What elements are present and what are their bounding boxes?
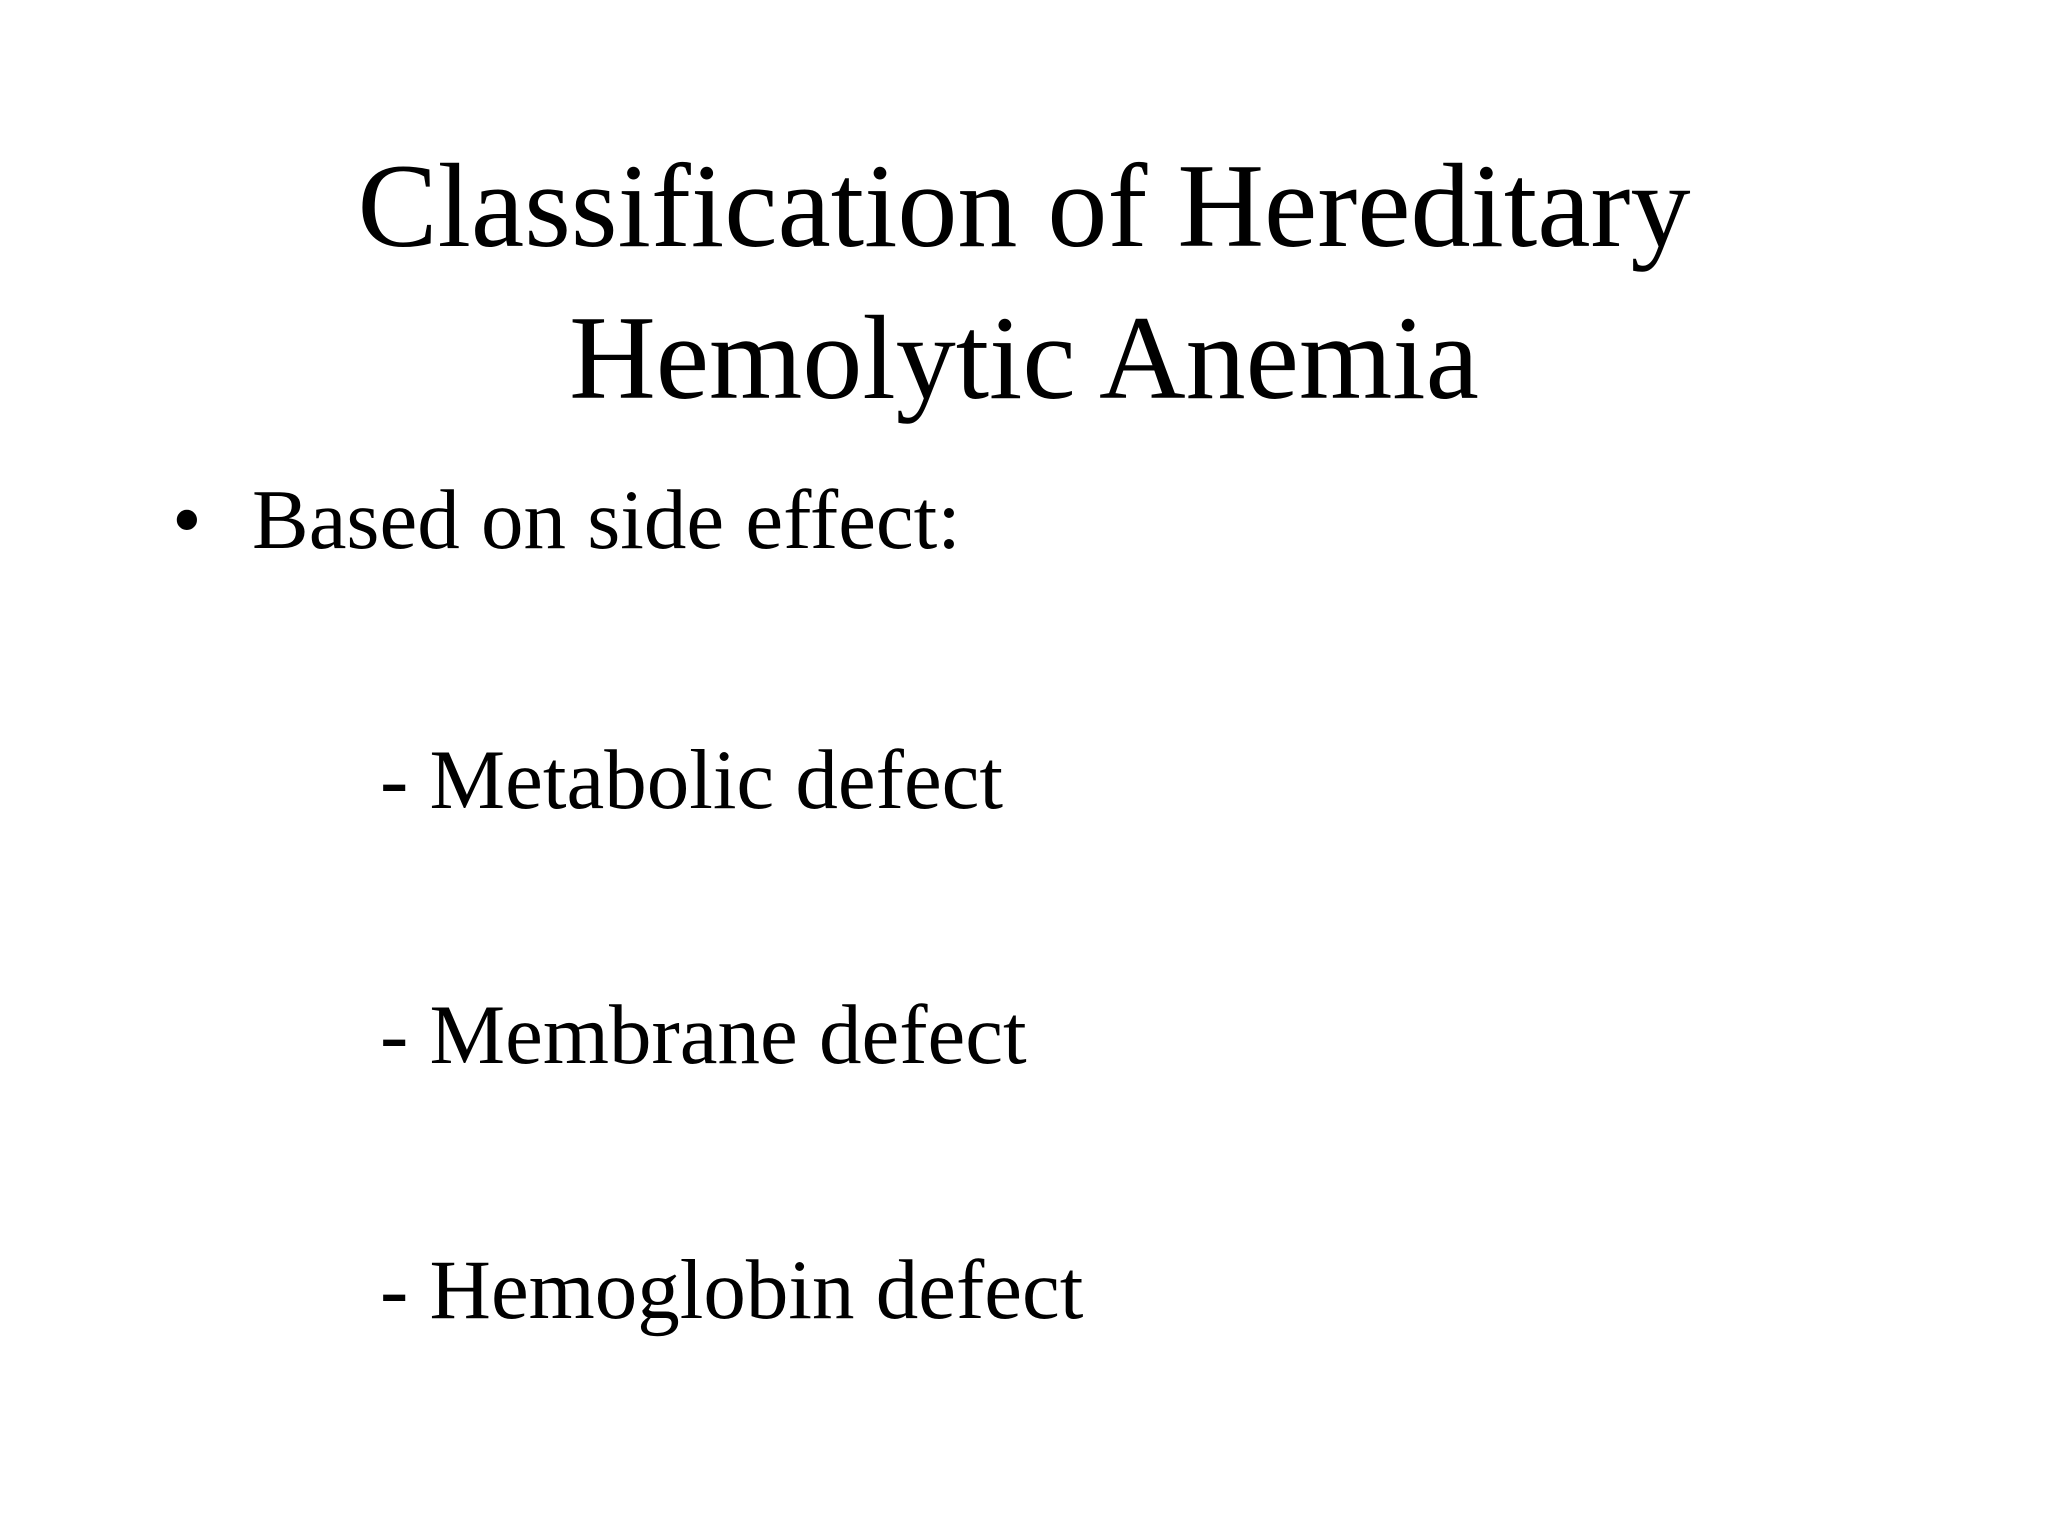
slide-title [0, 130, 2048, 434]
bullet-item [172, 470, 961, 570]
title-line-2: Hemolytic Anemia [569, 291, 1479, 424]
sub-item-metabolic: - Metabolic defect [380, 733, 1004, 827]
bullet-text: Based on side effect: [252, 473, 961, 567]
sub-item-hemoglobin: - Hemoglobin defect [380, 1243, 1084, 1337]
bullet-marker: • [172, 473, 202, 567]
sub-item-membrane: - Membrane defect [380, 988, 1027, 1082]
title-line-1: Classification of Hereditary [357, 139, 1691, 272]
